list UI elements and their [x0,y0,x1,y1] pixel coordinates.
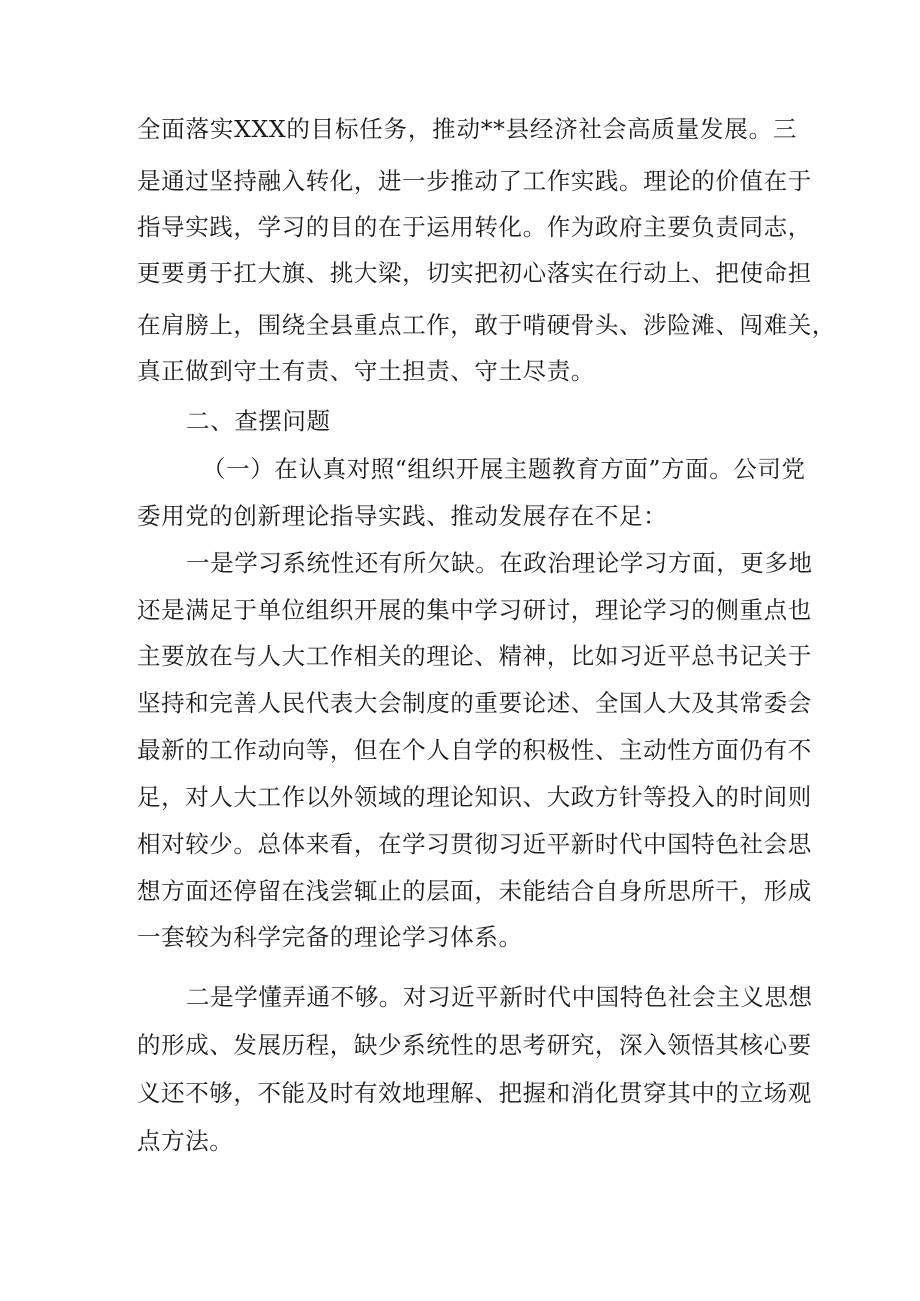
section-heading: 二、查摆问题 [186,407,331,435]
body-text-line: 的形成、发展历程，缺少系统性的思考研究，深入领悟其核心要 [137,1031,812,1059]
body-text-line: 主要放在与人大工作相关的理论、精神，比如习近平总书记关于 [137,642,812,670]
body-text-line: 在肩膀上，围绕全县重点工作，敢于啃硬骨头、涉险滩、闯难关， [137,311,836,339]
body-text-line: 义还不够，不能及时有效地理解、把握和消化贯穿其中的立场观 [137,1079,812,1107]
body-text-line: 指导实践，学习的目的在于运用转化。作为政府主要负责同志， [137,213,812,241]
body-text-line: 更要勇于扛大旗、挑大梁，切实把初心落实在行动上、把使命担 [137,259,812,287]
body-text-line: 委用党的创新理论指导实践、推动发展存在不足： [137,502,668,530]
subsection-heading: （一）在认真对照“组织开展主题教育方面”方面。公司党 [202,455,806,483]
body-text-line: 坚持和完善人民代表大会制度的重要论述、全国人大及其常委会 [137,689,812,717]
body-text-line: 全面落实XXX的目标任务，推动**县经济社会高质量发展。三 [137,115,797,143]
body-text-line: 相对较少。总体来看，在学习贯彻习近平新时代中国特色社会思 [137,830,812,858]
body-text-line: 想方面还停留在浅尝辄止的层面，未能结合自身所思所干，形成 [137,877,812,905]
body-text-line: 还是满足于单位组织开展的集中学习研讨，理论学习的侧重点也 [137,596,812,624]
body-text-line: 真正做到守土有责、守土担责、守土尽责。 [137,357,595,385]
body-text-line: 是通过坚持融入转化，进一步推动了工作实践。理论的价值在于 [137,167,812,195]
body-text-line: 一套较为科学完备的理论学习体系。 [137,923,523,951]
body-text-line: 最新的工作动向等，但在个人自学的积极性、主动性方面仍有不 [137,736,812,764]
paragraph-first-line: 一是学习系统性还有所欠缺。在政治理论学习方面，更多地 [186,549,813,577]
body-text-line: 足，对人大工作以外领域的理论知识、大政方针等投入的时间则 [137,783,812,811]
paragraph-first-line: 二是学懂弄通不够。对习近平新时代中国特色社会主义思想 [186,983,813,1011]
body-text-line: 点方法。 [137,1127,234,1155]
